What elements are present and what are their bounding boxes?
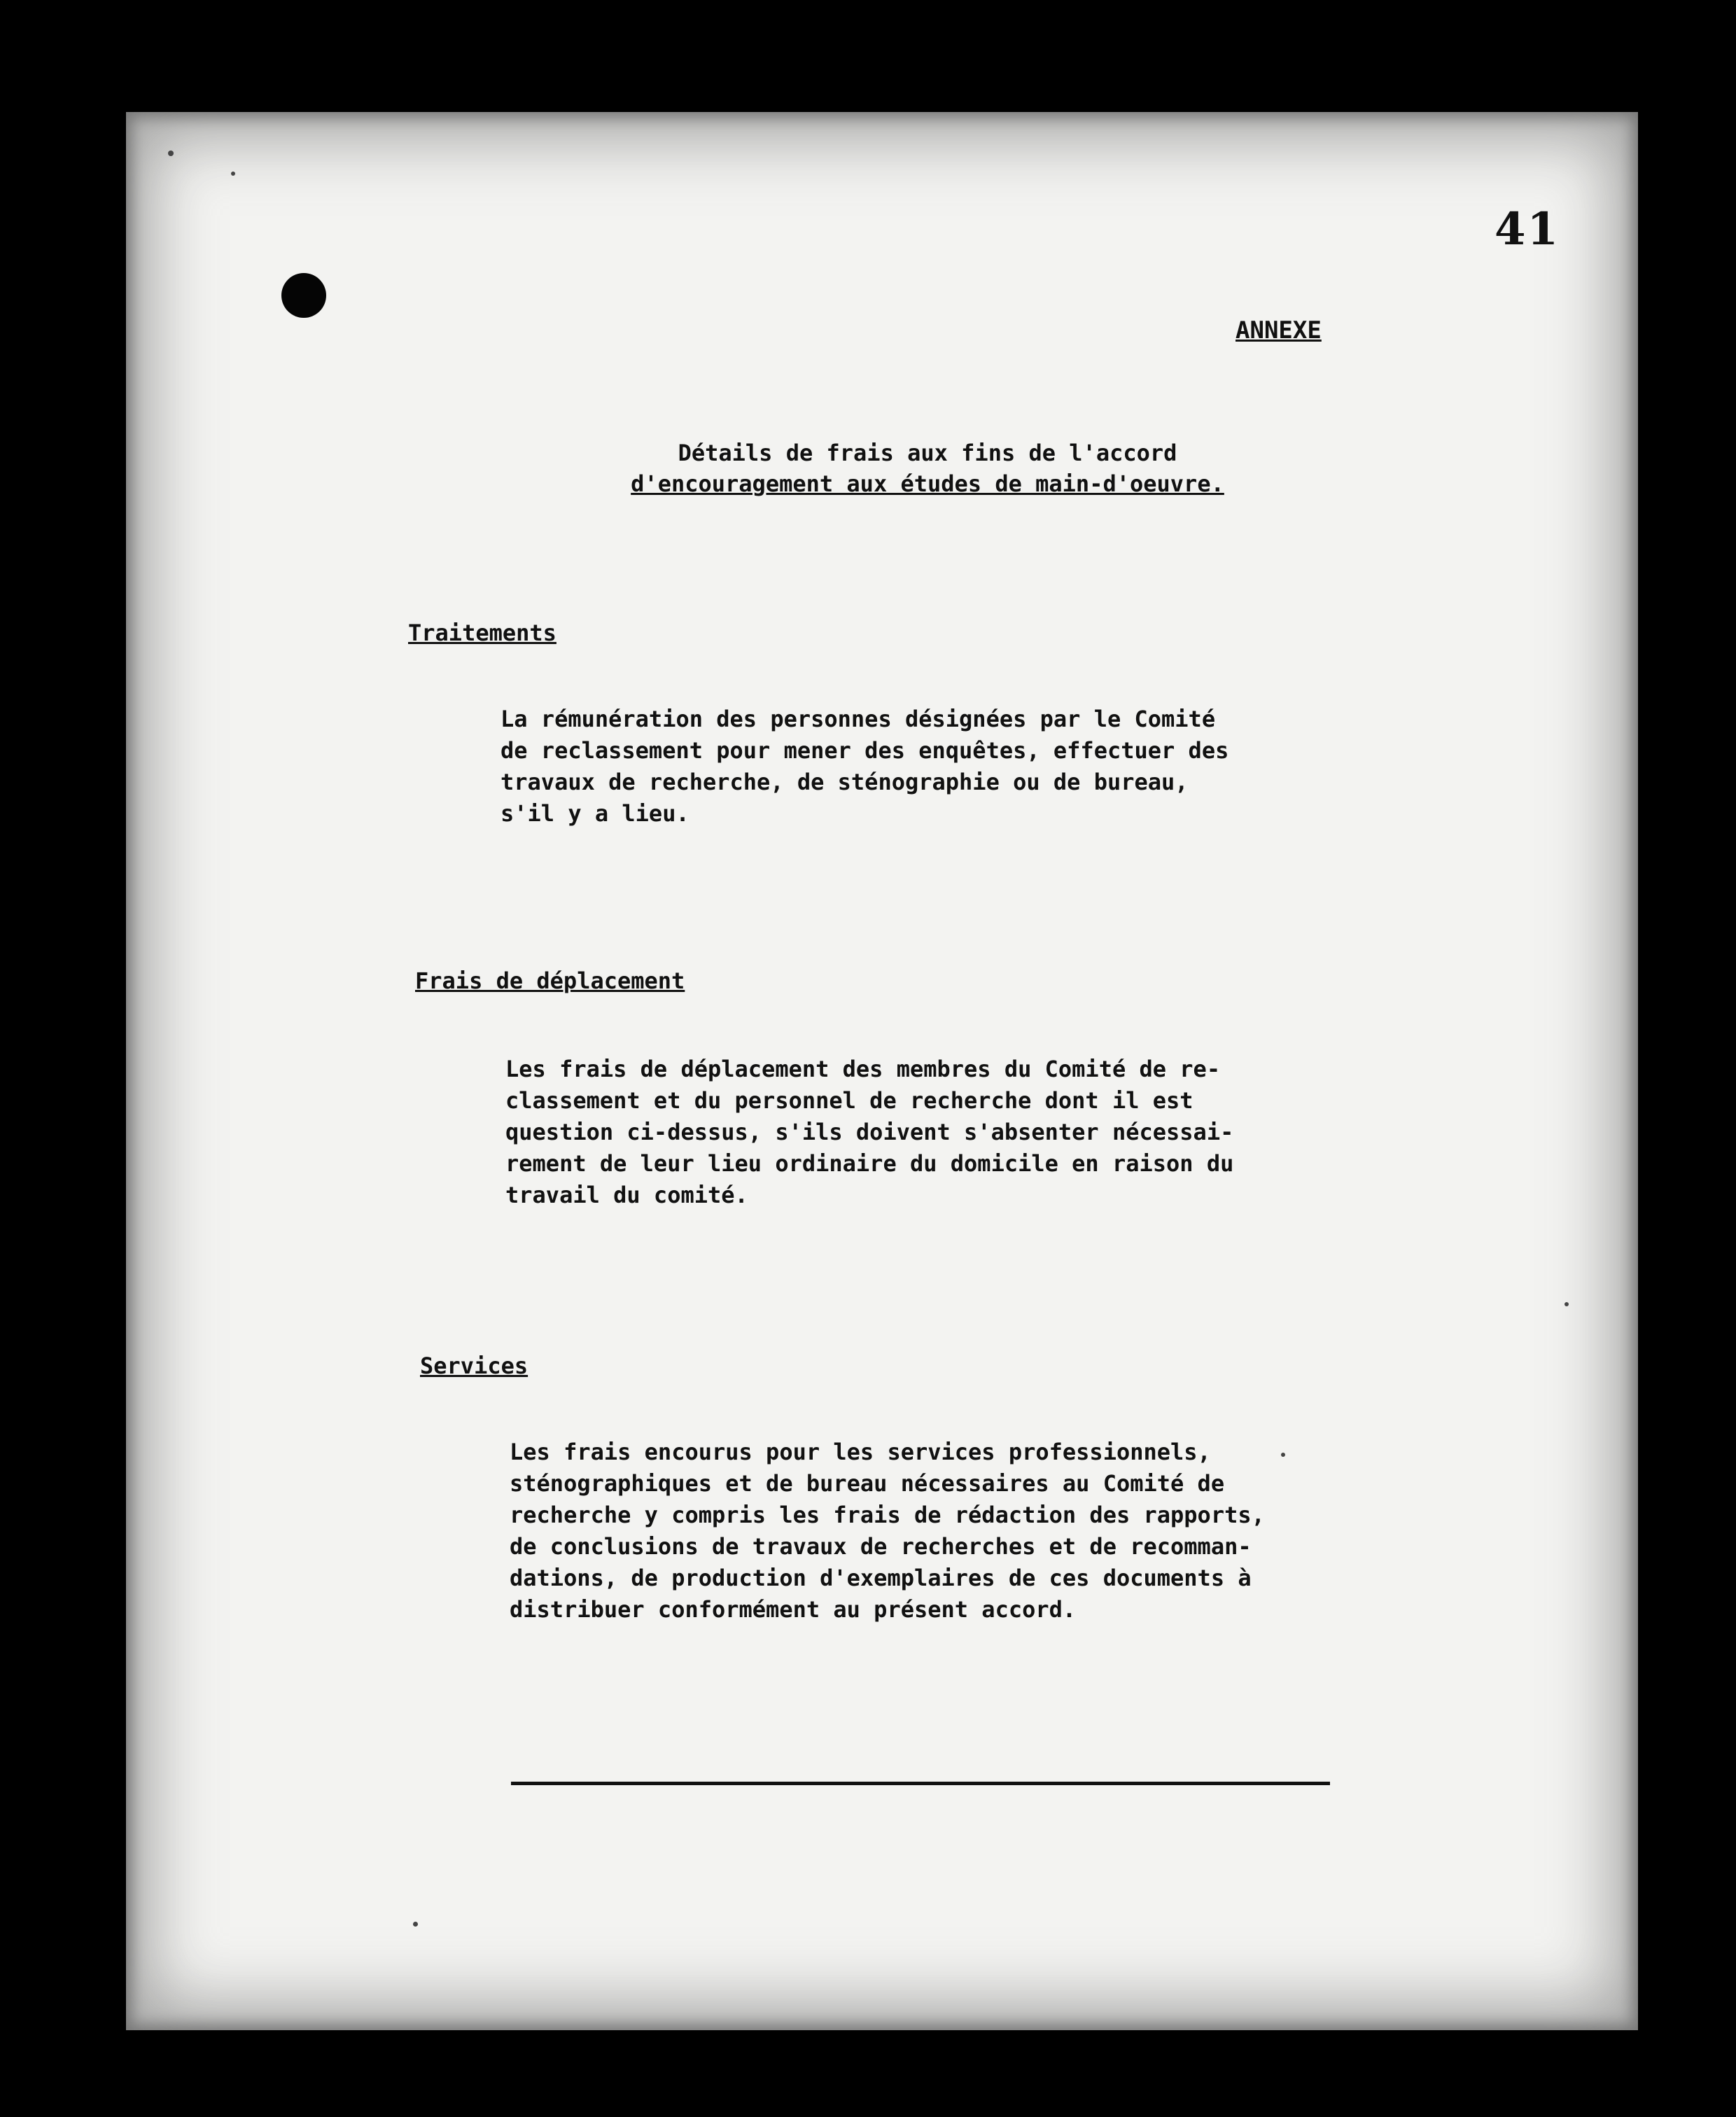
page-number: 41 xyxy=(1494,203,1560,256)
section-heading-services: Services xyxy=(420,1353,528,1379)
document-page xyxy=(126,112,1638,2030)
punch-hole xyxy=(281,273,326,318)
text-line: rement de leur lieu ordinaire du domicile en raison du xyxy=(505,1150,1234,1177)
text-line: s'il y a lieu. xyxy=(500,800,690,827)
text-line: Les frais encourus pour les services professionnels, xyxy=(510,1439,1211,1465)
text-line: Les frais de déplacement des membres du Comité de re- xyxy=(505,1056,1221,1082)
text-line: sténographiques et de bureau nécessaires au Comité de xyxy=(510,1470,1225,1497)
text-line: de conclusions de travaux de recherches et de recomman- xyxy=(510,1533,1252,1560)
scan-speck xyxy=(413,1922,418,1927)
text-line: distribuer conformément au présent accord. xyxy=(510,1596,1077,1623)
scan-speck xyxy=(1281,1453,1285,1457)
text-line: de reclassement pour mener des enquêtes, effectuer des xyxy=(500,737,1229,764)
title-line-1: Détails de frais aux fins de l'accord xyxy=(678,440,1177,466)
text-line: recherche y compris les frais de rédaction des rapports, xyxy=(510,1502,1265,1528)
section-text-traitements xyxy=(500,704,1228,830)
scan-speck xyxy=(168,151,174,156)
scan-speck xyxy=(231,172,235,176)
text-line: travaux de recherche, de sténographie ou de bureau, xyxy=(500,769,1189,795)
text-line: classement et du personnel de recherche dont il est xyxy=(505,1087,1194,1114)
text-line: question ci-dessus, s'ils doivent s'absenter nécessai- xyxy=(505,1119,1234,1145)
annex-label: ANNEXE xyxy=(1236,316,1322,344)
document-title xyxy=(560,438,1295,499)
closing-rule xyxy=(511,1782,1330,1785)
text-line: travail du comité. xyxy=(505,1182,748,1208)
text-line: dations, de production d'exemplaires de ces documents à xyxy=(510,1565,1252,1591)
section-text-services xyxy=(510,1437,1265,1626)
title-line-2: d'encouragement aux études de main-d'oeuvre. xyxy=(631,470,1224,497)
scan-speck xyxy=(1564,1302,1569,1306)
section-heading-traitements: Traitements xyxy=(408,620,556,646)
section-text-frais-deplacement xyxy=(505,1054,1233,1211)
text-line: La rémunération des personnes désignées par le Comité xyxy=(500,706,1216,732)
section-heading-frais-deplacement: Frais de déplacement xyxy=(415,967,685,994)
